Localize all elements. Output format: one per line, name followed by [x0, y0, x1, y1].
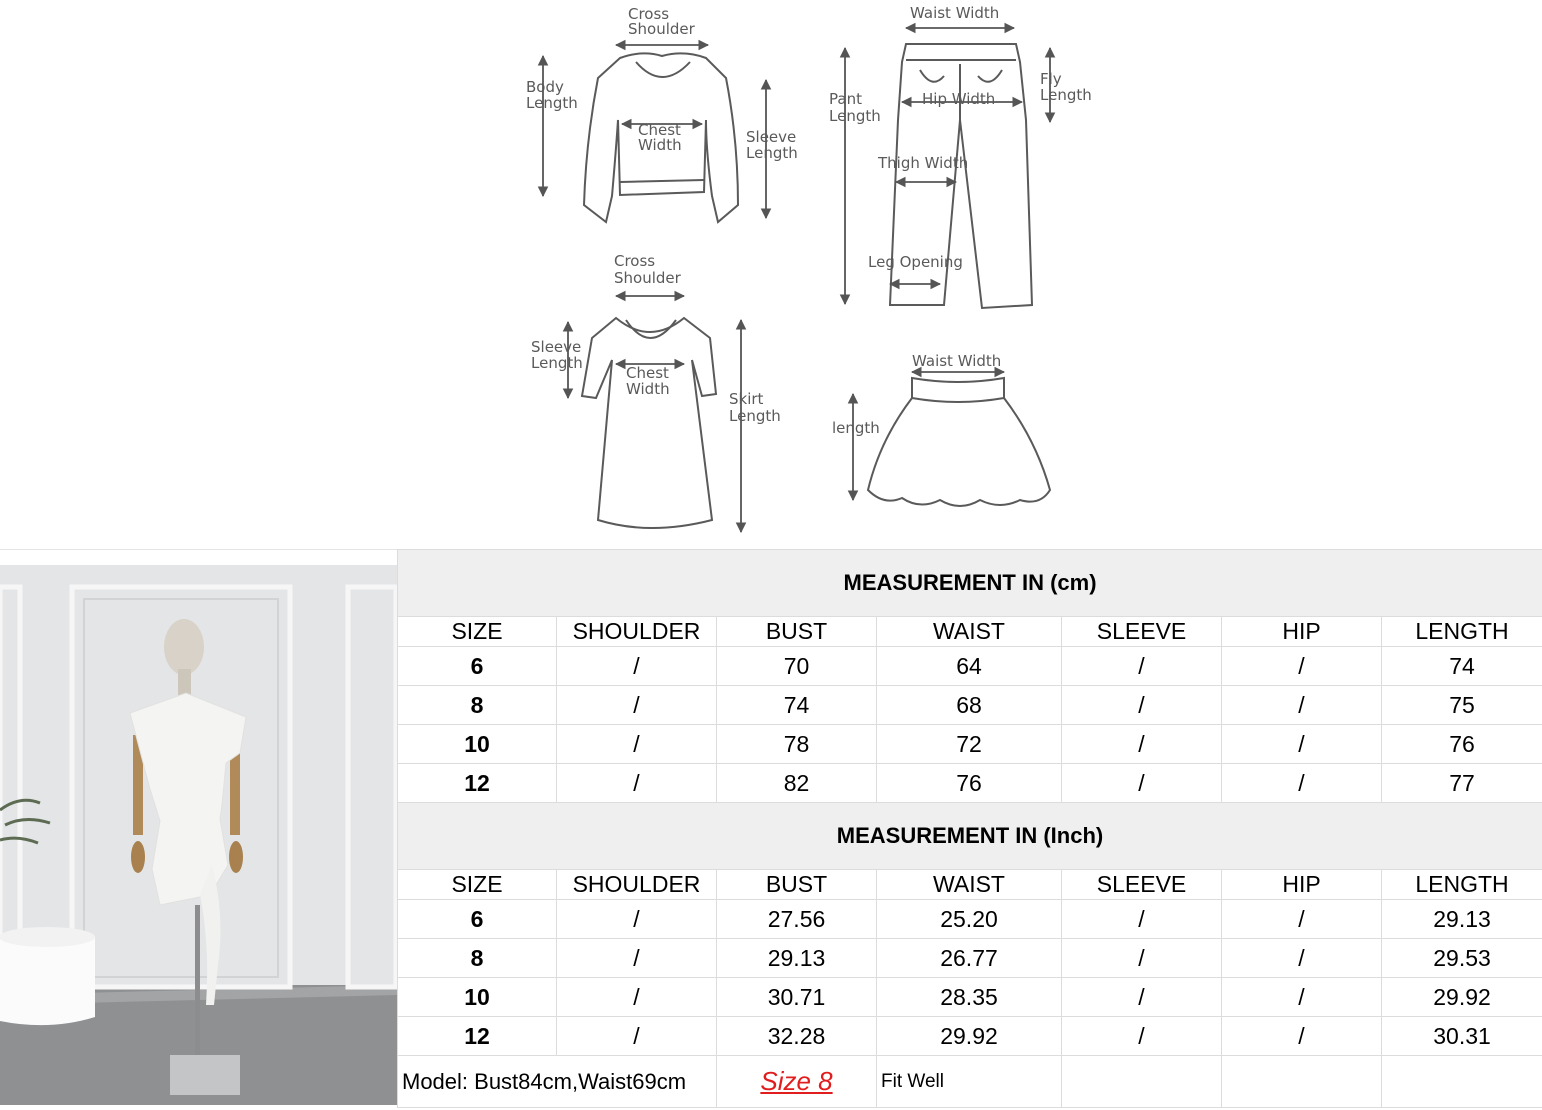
table-cell: /: [1222, 939, 1382, 978]
table-cell: /: [1222, 764, 1382, 803]
column-header: SIZE: [398, 617, 557, 647]
dress-chest-width-label: Chest: [626, 364, 669, 382]
column-header: HIP: [1222, 617, 1382, 647]
table-cell: 70: [717, 647, 877, 686]
dress-chest-width-label-2: Width: [626, 380, 670, 398]
pants-waist-width-label: Waist Width: [910, 4, 999, 22]
column-header: WAIST: [877, 870, 1062, 900]
pants-pant-length-label: Pant: [829, 90, 862, 108]
table-cell: /: [1222, 647, 1382, 686]
dress-cross-shoulder-label: Cross: [614, 252, 655, 270]
table-cell: /: [1222, 1017, 1382, 1056]
table-cell: /: [557, 939, 717, 978]
skirt-length-label: length: [832, 419, 880, 437]
table-row: [398, 764, 1542, 803]
column-header: SHOULDER: [557, 617, 717, 647]
sweater-chest-width-label: Chest: [638, 121, 681, 139]
table-cell: 29.92: [1382, 978, 1542, 1017]
table-cell: /: [1062, 978, 1222, 1017]
table-cell: /: [557, 647, 717, 686]
fit-note: Fit Well: [877, 1056, 1062, 1108]
size-cell: 10: [398, 978, 557, 1017]
dress-skirt-length-label-2: Length: [729, 407, 781, 425]
size-cell: 12: [398, 764, 557, 803]
table-cell: /: [557, 1017, 717, 1056]
dress-cross-shoulder-label-2: Shoulder: [614, 269, 682, 287]
table-cell: /: [1062, 900, 1222, 939]
table-cell: /: [1062, 764, 1222, 803]
column-header: LENGTH: [1382, 617, 1542, 647]
table-cell: 32.28: [717, 1017, 877, 1056]
size-cell: 10: [398, 725, 557, 764]
table-cell: 26.77: [877, 939, 1062, 978]
table-row: [398, 978, 1542, 1017]
size-chart-table: [397, 549, 1542, 1108]
size-cell: 8: [398, 686, 557, 725]
mannequin-dress-image: [0, 565, 397, 1105]
garment-diagrams: [0, 0, 1542, 549]
sweater-body-length-label-2: Length: [526, 94, 578, 112]
pants-pant-length-label-2: Length: [829, 107, 881, 125]
table-cell: /: [557, 900, 717, 939]
table-row: [398, 1017, 1542, 1056]
header-row-inch: [398, 870, 1542, 900]
table-title-cm: MEASUREMENT IN (cm): [398, 550, 1542, 617]
table-row: [398, 647, 1542, 686]
table-cell: 76: [1382, 725, 1542, 764]
column-header: HIP: [1222, 870, 1382, 900]
size-cell: 12: [398, 1017, 557, 1056]
table-cell: 28.35: [877, 978, 1062, 1017]
model-size: Size 8: [717, 1056, 877, 1108]
table-cell: /: [1222, 725, 1382, 764]
table-cell: 77: [1382, 764, 1542, 803]
size-cell: 6: [398, 647, 557, 686]
table-cell: /: [1222, 900, 1382, 939]
table-cell: 25.20: [877, 900, 1062, 939]
sweater-sleeve-length-label: Sleeve: [746, 128, 796, 146]
table-cell: 29.53: [1382, 939, 1542, 978]
pants-thigh-width-label: Thigh Width: [877, 154, 968, 172]
column-header: SLEEVE: [1062, 617, 1222, 647]
table-cell: /: [1062, 686, 1222, 725]
table-cell: 74: [717, 686, 877, 725]
measurement-diagram-panel: [0, 0, 1542, 550]
table-cell: 30.71: [717, 978, 877, 1017]
table-cell: 75: [1382, 686, 1542, 725]
table-row: [398, 686, 1542, 725]
table-cell: 30.31: [1382, 1017, 1542, 1056]
column-header: WAIST: [877, 617, 1062, 647]
empty-cell: [1062, 1056, 1222, 1108]
table-cell: 72: [877, 725, 1062, 764]
product-photo: [0, 565, 397, 1105]
empty-cell: [1382, 1056, 1542, 1108]
table-cell: /: [557, 725, 717, 764]
pants-fly-length-label: Fly: [1040, 70, 1062, 88]
table-row: [398, 900, 1542, 939]
sweater-cross-shoulder-label: Cross: [628, 5, 669, 23]
sweater-body-length-label: Body: [526, 78, 564, 96]
pants-hip-width-label: Hip Width: [922, 90, 995, 108]
table-cell: 64: [877, 647, 1062, 686]
model-info-row: [398, 1056, 1542, 1108]
column-header: BUST: [717, 617, 877, 647]
table-cell: 29.92: [877, 1017, 1062, 1056]
skirt-waist-width-label: Waist Width: [912, 352, 1001, 370]
size-cell: 6: [398, 900, 557, 939]
table-cell: 74: [1382, 647, 1542, 686]
table-row: [398, 725, 1542, 764]
column-header: SHOULDER: [557, 870, 717, 900]
dress-outline: [582, 318, 716, 528]
sweater-sleeve-length-label-2: Length: [746, 144, 798, 162]
dress-sleeve-length-label-2: Length: [531, 354, 583, 372]
table-cell: /: [1222, 686, 1382, 725]
empty-cell: [1222, 1056, 1382, 1108]
table-cell: /: [1222, 978, 1382, 1017]
table-cell: 82: [717, 764, 877, 803]
table-cell: 76: [877, 764, 1062, 803]
table-cell: /: [1062, 647, 1222, 686]
dress-sleeve-length-label: Sleeve: [531, 338, 581, 356]
pants-fly-length-label-2: Length: [1040, 86, 1092, 104]
table-cell: /: [557, 764, 717, 803]
table-cell: /: [557, 686, 717, 725]
column-header: SLEEVE: [1062, 870, 1222, 900]
table-cell: /: [557, 978, 717, 1017]
table-cell: 78: [717, 725, 877, 764]
dress-skirt-length-label: Skirt: [729, 390, 764, 408]
sweater-cross-shoulder-label-2: Shoulder: [628, 20, 696, 38]
table-cell: /: [1062, 725, 1222, 764]
sweater-chest-width-label-2: Width: [638, 136, 682, 154]
pants-leg-opening-label: Leg Opening: [868, 253, 963, 271]
table-cell: 29.13: [717, 939, 877, 978]
table-cell: 27.56: [717, 900, 877, 939]
table-cell: /: [1062, 1017, 1222, 1056]
table-row: [398, 939, 1542, 978]
table-cell: /: [1062, 939, 1222, 978]
skirt-outline: [912, 378, 1004, 402]
model-measurements: Model: Bust84cm,Waist69cm: [398, 1056, 717, 1108]
column-header: BUST: [717, 870, 877, 900]
table-cell: 29.13: [1382, 900, 1542, 939]
table-title-inch: MEASUREMENT IN (Inch): [398, 803, 1542, 870]
size-cell: 8: [398, 939, 557, 978]
column-header: SIZE: [398, 870, 557, 900]
table-cell: 68: [877, 686, 1062, 725]
header-row-cm: [398, 617, 1542, 647]
column-header: LENGTH: [1382, 870, 1542, 900]
